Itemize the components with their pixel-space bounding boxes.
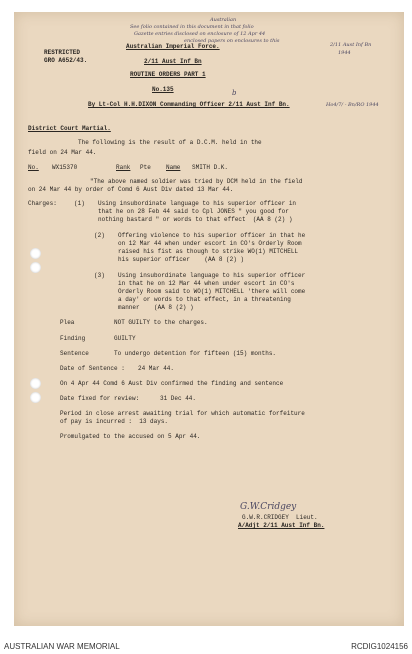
force-heading: Australian Imperial Force.	[126, 43, 220, 50]
charge-number: (3)	[94, 272, 105, 279]
order-number: No.135	[152, 86, 174, 93]
body-text: "The above named soldier was tried by DCM held in the field	[90, 178, 303, 185]
charge-text: that he on 28 Feb 44 said to Cpl JONES " you good for	[98, 208, 289, 215]
handwritten-note: See folio contained in this document in that folio	[130, 24, 254, 30]
body-text: The following is the result of a D.C.M. held in the	[78, 139, 262, 146]
arrest-text: Period in close arrest awaiting trial for which automatic forfeiture	[60, 410, 305, 417]
charge-number: (2)	[94, 232, 105, 239]
finding-label: Finding	[60, 335, 86, 342]
charge-number: (1)	[74, 200, 85, 207]
sentence-value: To undergo detention for fifteen (15) months.	[114, 350, 277, 357]
archive-id: RCDIG1024156	[351, 642, 408, 651]
charge-text: in that he on 12 Mar 44 when under escort in CO's	[118, 280, 295, 287]
no-label: No.	[28, 164, 39, 171]
handwritten-note: 2/11 Aust Inf Bn	[330, 42, 372, 48]
date-of-sentence-value: 24 Mar 44.	[138, 365, 175, 372]
handwritten-reference: Ho4/7/ - Bn/RO 1944	[326, 102, 379, 108]
punch-hole	[30, 248, 41, 259]
charge-text: manner (AA 8 (2) )	[118, 304, 194, 311]
archive-name: AUSTRALIAN WAR MEMORIAL	[4, 642, 120, 651]
signatory-name: G.W.R.CRIDGEY Lieut.	[242, 514, 318, 521]
body-text: field on 24 Mar 44.	[28, 149, 97, 156]
charges-label: Charges:	[28, 200, 57, 207]
handwritten-note: Australian	[210, 17, 237, 23]
orders-title: ROUTINE ORDERS PART 1	[130, 71, 206, 78]
section-heading: District Court Martial.	[28, 125, 111, 132]
charge-text: Orderly Room said to WO(1) MITCHELL 'there will come	[118, 288, 306, 295]
finding-value: GUILTY	[114, 335, 136, 342]
service-number: WX15370	[52, 164, 78, 171]
handwritten-note: Gazette entries disclosed on enclosure of 12 Apr 44	[134, 31, 266, 37]
charge-text: raised his fist as though to strike WO(1) MITCHELL	[118, 248, 299, 255]
name-label: Name	[166, 164, 181, 171]
unit-heading: 2/11 Aust Inf Bn	[144, 58, 202, 65]
handwritten-note: enclosed papers on enclosures to this	[184, 38, 280, 44]
reference-number: GRO A652/43.	[44, 57, 88, 64]
rank-label: Rank	[116, 164, 131, 171]
handwritten-note: 1944	[338, 50, 351, 56]
plea-value: NOT GUILTY to the charges.	[114, 319, 208, 326]
restricted-label: RESTRICTED	[44, 49, 81, 56]
signatory-title: A/Adjt 2/11 Aust Inf Bn.	[238, 522, 325, 529]
punch-hole	[30, 378, 41, 389]
archive-footer	[0, 638, 412, 654]
promulgation-text: Promulgated to the accused on 5 Apr 44.	[60, 433, 201, 440]
date-of-sentence-label: Date of Sentence :	[60, 365, 125, 372]
handwritten-mark: b	[232, 89, 237, 97]
rank-value: Pte	[140, 164, 151, 171]
charge-text: a day' or words to that effect, in a threatening	[118, 296, 291, 303]
plea-label: Plea	[60, 319, 75, 326]
confirmation-text: On 4 Apr 44 Comd 6 Aust Div confirmed the finding and sentence	[60, 380, 284, 387]
arrest-text: of pay is incurred : 13 days.	[60, 418, 169, 425]
punch-hole	[30, 262, 41, 273]
review-date-value: 31 Dec 44.	[160, 395, 197, 402]
document-page	[14, 12, 404, 626]
charge-text: Offering violence to his superior officer in that he	[118, 232, 306, 239]
handwritten-signature: G.W.Cridgey	[240, 502, 297, 512]
body-text: on 24 Mar 44 by order of Comd 6 Aust Div dated 13 Mar 44.	[28, 186, 234, 193]
sentence-label: Sentence	[60, 350, 89, 357]
charge-text: his superior officer (AA 8 (2) )	[118, 256, 245, 263]
name-value: SMITH D.K.	[192, 164, 229, 171]
charge-text: Using insubordinate language to his superior officer in	[98, 200, 297, 207]
review-date-label: Date fixed for review:	[60, 395, 140, 402]
charge-text: on 12 Mar 44 when under escort in CO's Orderly Room	[118, 240, 302, 247]
charge-text: nothing bastard " or words to that effect (AA 8 (2) )	[98, 216, 293, 223]
issued-by: By Lt-Col H.H.DIXON Commanding Officer 2/11 Aust Inf Bn.	[88, 101, 290, 108]
charge-text: Using insubordinate language to his superior officer	[118, 272, 306, 279]
punch-hole	[30, 392, 41, 403]
